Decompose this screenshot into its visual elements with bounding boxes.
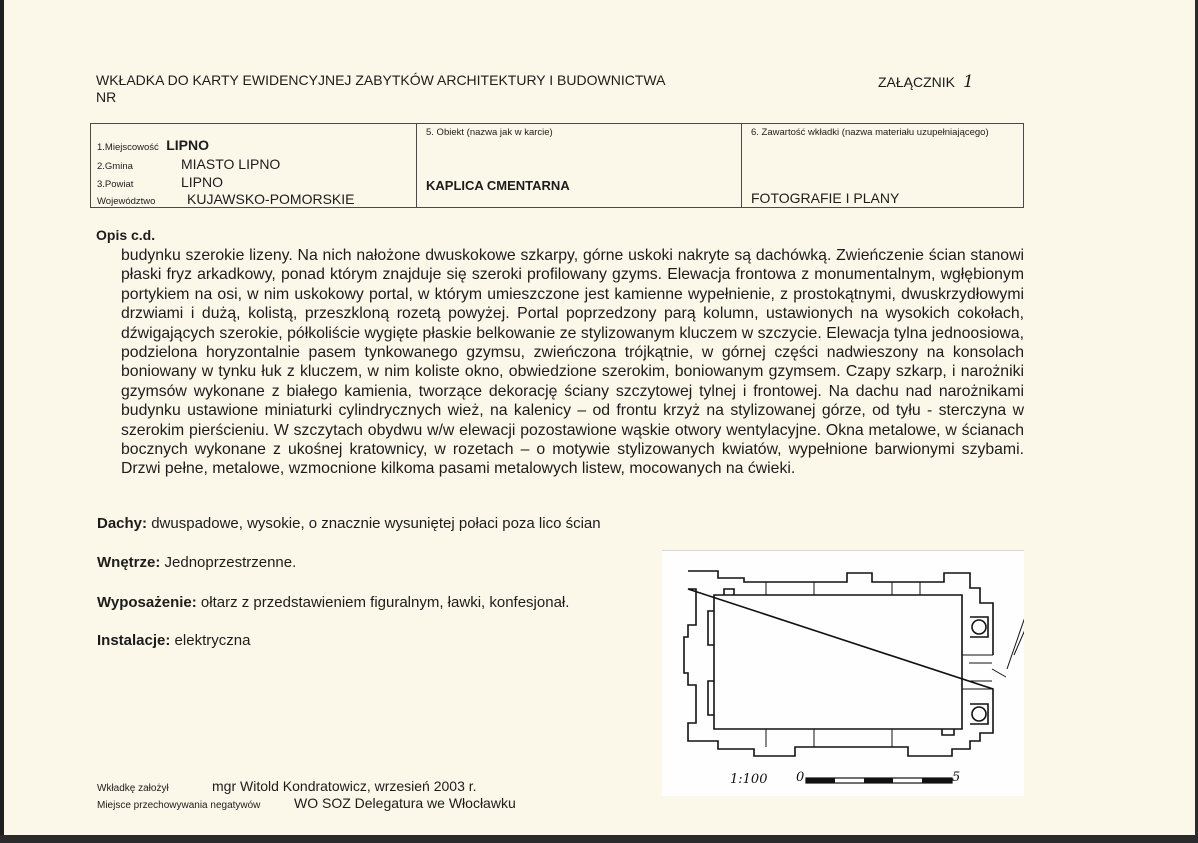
nr-label: NR bbox=[96, 89, 117, 105]
storage-row bbox=[97, 795, 516, 813]
author-label: Wkładkę założył bbox=[97, 783, 169, 794]
instalacje-row bbox=[97, 632, 250, 649]
miejscowosc-value: LIPNO bbox=[166, 137, 210, 153]
author-row bbox=[97, 778, 477, 796]
floor-plan-drawing bbox=[662, 551, 1024, 796]
dachy-label: Dachy: bbox=[97, 515, 148, 532]
scan-edge-left bbox=[0, 0, 4, 843]
info-table bbox=[90, 123, 1024, 208]
miejscowosc-row bbox=[97, 137, 209, 155]
material-value: FOTOGRAFIE I PLANY bbox=[751, 190, 900, 206]
plan-scale-label: 1:100 bbox=[730, 772, 768, 787]
document-title bbox=[96, 72, 816, 106]
storage-label: Miejsce przechowywania negatywów bbox=[97, 800, 261, 811]
gmina-label: 2.Gmina bbox=[97, 161, 133, 172]
dachy-row bbox=[97, 515, 601, 532]
scan-edge-bottom bbox=[0, 835, 1198, 843]
instalacje-value: elektryczna bbox=[174, 632, 251, 649]
plan-scale-start: 0 bbox=[796, 770, 805, 785]
object-heading: 5. Obiekt (nazwa jak w karcie) bbox=[426, 127, 553, 138]
attachment-number: 1 bbox=[963, 72, 974, 92]
attachment-label bbox=[878, 72, 974, 92]
plan-scale-end: 5 bbox=[952, 770, 961, 785]
wyposazenie-row bbox=[97, 594, 569, 611]
material-heading: 6. Zawartość wkładki (nazwa materiału uzupełniającego) bbox=[751, 127, 989, 138]
material-cell bbox=[741, 124, 1023, 207]
floor-plan bbox=[662, 550, 1024, 796]
wojewodztwo-label: Województwo bbox=[97, 196, 156, 207]
gmina-row bbox=[97, 156, 280, 174]
gmina-value: MIASTO LIPNO bbox=[181, 156, 281, 172]
wnetrze-value: Jednoprzestrzenne. bbox=[164, 554, 297, 571]
powiat-label: 3.Powiat bbox=[97, 179, 134, 190]
object-cell bbox=[416, 124, 741, 207]
description-label: Opis c.d. bbox=[96, 227, 156, 243]
wnetrze-label: Wnętrze: bbox=[97, 554, 161, 571]
location-cell bbox=[91, 124, 416, 207]
wyposazenie-value: ołtarz z przedstawieniem figuralnym, ławki, konfesjonał. bbox=[200, 594, 570, 611]
wyposazenie-label: Wyposażenie: bbox=[97, 594, 197, 611]
storage-value: WO SOZ Delegatura we Włocławku bbox=[294, 795, 516, 811]
wojewodztwo-value: KUJAWSKO-POMORSKIE bbox=[187, 191, 355, 207]
description-text: budynku szerokie lizeny. Na nich nałożone dwuskokowe szkarpy, górne uskoki nakryte są dachówką. Zwieńczenie ścian stanowi płaski fryz arkadkowy, ponad którym znajduje się szeroki profilowany gzyms. Elewacja frontowa z monumentalnym, wgłębionym portykiem na osi, w nim uskokowy portal, w którym umieszczone jest kamienne wypełnienie, z prostokątnymi, dwuskrzydłowymi drzwiami i dużą, kolistą, przeszkloną rozetą powyżej. Portal poprzedzony parą kolumn, ustawionych na wysokich cokołach, dźwigających szerokie, półkoliście wygięte płaskie belkowanie ze stylizowanym kluczem w szczycie. Elewacja tylna jednoosiowa, podzielona horyzontalnie pasem tynkowanego gzymsu, zwieńczona trójkątnie, w górnej części nadwieszony na konsolach boniowany w tynku łuk z kluczem, w nim koliste okno, obwiedzione szerokim, boniowanym gzymsem. Czapy szkarp, i narożniki gzymsów wykonane z białego kamienia, tworzące dekorację ściany szczytowej tylnej i frontowej. Na dachu nad narożnikami budynku ustawione miniaturki cylindrycznych wież, na kalenicy – od frontu krzyż na stylizowanej górze, od tyłu - sterczyna w szerokim pierścieniu. W szczytach obydwu w/w elewacji pozostawione wąskie otwory wentylacyjne. Okna metalowe, w ścianach bocznych wykonane z ukośnej kratownicy, w rozetach – o motywie stylizowanych kwiatów, wypełnione barwionymi szybami. Drzwi pełne, metalowe, wzmocnione kilkoma pasami metalowych listew, mocowanych na ćwieki. bbox=[121, 247, 1024, 478]
powiat-row bbox=[97, 174, 223, 192]
instalacje-label: Instalacje: bbox=[97, 632, 171, 649]
powiat-value: LIPNO bbox=[181, 174, 224, 190]
miejscowosc-label: 1.Miejscowość bbox=[97, 142, 159, 153]
title-text: WKŁADKA DO KARTY EWIDENCYJNEJ ZABYTKÓW ARCHITEKTURY I BUDOWNICTWA bbox=[96, 72, 666, 88]
plan-scale-bar bbox=[806, 778, 952, 783]
dachy-value: dwuspadowe, wysokie, o znacznie wysuniętej połaci poza lico ścian bbox=[151, 515, 601, 532]
wojewodztwo-row bbox=[97, 191, 355, 209]
author-value: mgr Witold Kondratowicz, wrzesień 2003 r. bbox=[212, 778, 477, 794]
object-name: KAPLICA CMENTARNA bbox=[426, 178, 570, 193]
wnetrze-row bbox=[97, 554, 296, 571]
attachment-text: ZAŁĄCZNIK bbox=[878, 74, 956, 90]
